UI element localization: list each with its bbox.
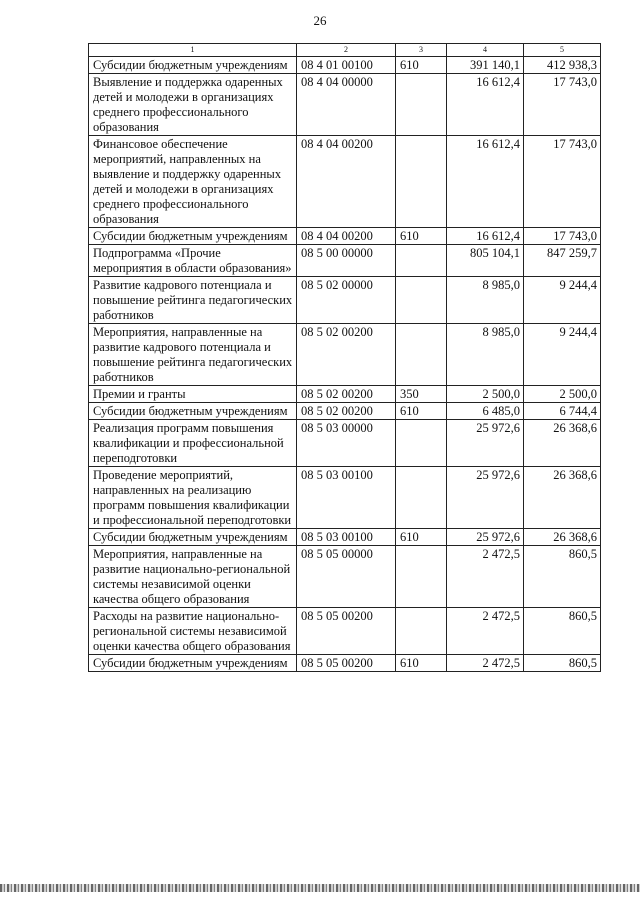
amount-year-1: 2 500,0 xyxy=(447,386,524,403)
expense-type xyxy=(396,546,447,608)
target-code: 08 4 04 00200 xyxy=(297,136,396,228)
item-name: Субсидии бюджетным учреждениям xyxy=(89,529,297,546)
amount-year-2: 9 244,4 xyxy=(524,324,601,386)
amount-year-1: 391 140,1 xyxy=(447,57,524,74)
item-name: Субсидии бюджетным учреждениям xyxy=(89,228,297,245)
amount-year-1: 16 612,4 xyxy=(447,136,524,228)
column-header: 4 xyxy=(447,44,524,57)
table-row xyxy=(89,228,601,245)
amount-year-2: 6 744,4 xyxy=(524,403,601,420)
expense-type: 610 xyxy=(396,655,447,672)
amount-year-2: 17 743,0 xyxy=(524,136,601,228)
table-row xyxy=(89,403,601,420)
amount-year-2: 26 368,6 xyxy=(524,529,601,546)
amount-year-2: 17 743,0 xyxy=(524,228,601,245)
target-code: 08 5 02 00200 xyxy=(297,324,396,386)
amount-year-2: 2 500,0 xyxy=(524,386,601,403)
amount-year-1: 25 972,6 xyxy=(447,420,524,467)
column-header: 2 xyxy=(297,44,396,57)
amount-year-2: 9 244,4 xyxy=(524,277,601,324)
column-header: 1 xyxy=(89,44,297,57)
amount-year-1: 8 985,0 xyxy=(447,277,524,324)
table-row xyxy=(89,467,601,529)
expense-type xyxy=(396,324,447,386)
target-code: 08 5 03 00000 xyxy=(297,420,396,467)
item-name: Реализация программ повышения квалификации и профессиональной переподготовки xyxy=(89,420,297,467)
item-name: Премии и гранты xyxy=(89,386,297,403)
target-code: 08 5 02 00000 xyxy=(297,277,396,324)
target-code: 08 5 03 00100 xyxy=(297,467,396,529)
expense-type: 610 xyxy=(396,403,447,420)
table-row xyxy=(89,324,601,386)
item-name: Выявление и поддержка одаренных детей и молодежи в организациях среднего профессионального образования xyxy=(89,74,297,136)
expense-type xyxy=(396,467,447,529)
amount-year-1: 16 612,4 xyxy=(447,74,524,136)
expense-type: 610 xyxy=(396,57,447,74)
amount-year-2: 26 368,6 xyxy=(524,467,601,529)
expense-type xyxy=(396,608,447,655)
amount-year-2: 860,5 xyxy=(524,655,601,672)
item-name: Расходы на развитие национально-региональной системы независимой оценки качества общего образования xyxy=(89,608,297,655)
target-code: 08 5 05 00200 xyxy=(297,655,396,672)
amount-year-2: 17 743,0 xyxy=(524,74,601,136)
amount-year-1: 2 472,5 xyxy=(447,655,524,672)
table-row xyxy=(89,546,601,608)
scan-edge-artifact xyxy=(0,884,640,892)
expense-type: 610 xyxy=(396,228,447,245)
table-row xyxy=(89,386,601,403)
item-name: Развитие кадрового потенциала и повышение рейтинга педагогических работников xyxy=(89,277,297,324)
amount-year-2: 26 368,6 xyxy=(524,420,601,467)
amount-year-1: 8 985,0 xyxy=(447,324,524,386)
amount-year-1: 6 485,0 xyxy=(447,403,524,420)
table-row xyxy=(89,245,601,277)
amount-year-1: 16 612,4 xyxy=(447,228,524,245)
amount-year-2: 412 938,3 xyxy=(524,57,601,74)
budget-table xyxy=(88,43,601,672)
table-row xyxy=(89,277,601,324)
amount-year-1: 25 972,6 xyxy=(447,467,524,529)
item-name: Подпрограмма «Прочие мероприятия в области образования» xyxy=(89,245,297,277)
amount-year-2: 860,5 xyxy=(524,546,601,608)
page-number: 26 xyxy=(313,13,327,28)
expense-type: 350 xyxy=(396,386,447,403)
expense-type xyxy=(396,74,447,136)
item-name: Финансовое обеспечение мероприятий, направленных на выявление и поддержку одаренных детей и молодежи в организациях среднего профессионального образования xyxy=(89,136,297,228)
expense-type xyxy=(396,277,447,324)
target-code: 08 4 04 00000 xyxy=(297,74,396,136)
header-row xyxy=(89,44,601,57)
amount-year-1: 25 972,6 xyxy=(447,529,524,546)
target-code: 08 4 04 00200 xyxy=(297,228,396,245)
item-name: Субсидии бюджетным учреждениям xyxy=(89,57,297,74)
item-name: Мероприятия, направленные на развитие кадрового потенциала и повышение рейтинга педагогических работников xyxy=(89,324,297,386)
expense-type xyxy=(396,136,447,228)
target-code: 08 5 02 00200 xyxy=(297,403,396,420)
expense-type: 610 xyxy=(396,529,447,546)
expense-type xyxy=(396,420,447,467)
table-row xyxy=(89,529,601,546)
column-header: 5 xyxy=(524,44,601,57)
amount-year-2: 847 259,7 xyxy=(524,245,601,277)
amount-year-1: 805 104,1 xyxy=(447,245,524,277)
target-code: 08 5 05 00200 xyxy=(297,608,396,655)
expense-type xyxy=(396,245,447,277)
amount-year-1: 2 472,5 xyxy=(447,546,524,608)
amount-year-1: 2 472,5 xyxy=(447,608,524,655)
table-row xyxy=(89,608,601,655)
target-code: 08 5 00 00000 xyxy=(297,245,396,277)
table-row xyxy=(89,136,601,228)
target-code: 08 5 02 00200 xyxy=(297,386,396,403)
column-header: 3 xyxy=(396,44,447,57)
amount-year-2: 860,5 xyxy=(524,608,601,655)
item-name: Субсидии бюджетным учреждениям xyxy=(89,403,297,420)
table-row xyxy=(89,420,601,467)
target-code: 08 5 03 00100 xyxy=(297,529,396,546)
table-row xyxy=(89,655,601,672)
item-name: Проведение мероприятий, направленных на реализацию программ повышения квалификации и профессиональной переподготовки xyxy=(89,467,297,529)
item-name: Субсидии бюджетным учреждениям xyxy=(89,655,297,672)
table-row xyxy=(89,74,601,136)
table-row xyxy=(89,57,601,74)
target-code: 08 5 05 00000 xyxy=(297,546,396,608)
target-code: 08 4 01 00100 xyxy=(297,57,396,74)
item-name: Мероприятия, направленные на развитие национально-региональной системы независимой оценки качества общего образования xyxy=(89,546,297,608)
